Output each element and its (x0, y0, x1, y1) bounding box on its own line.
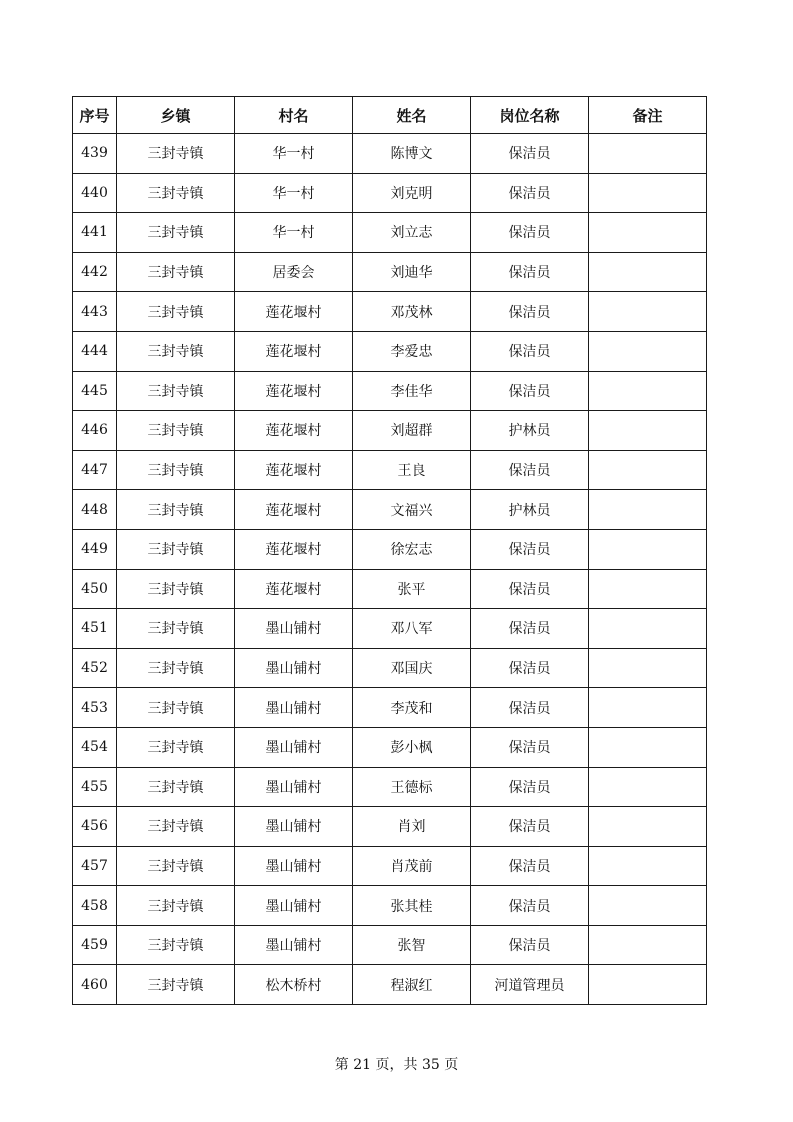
cell-name: 彭小枫 (353, 727, 471, 767)
table-row (73, 134, 707, 174)
cell-village: 墨山铺村 (235, 648, 353, 688)
cell-note (589, 767, 707, 807)
cell-name: 张智 (353, 925, 471, 965)
cell-role: 河道管理员 (471, 965, 589, 1005)
cell-town: 三封寺镇 (117, 490, 235, 530)
table-row (73, 688, 707, 728)
cell-note (589, 252, 707, 292)
cell-town: 三封寺镇 (117, 529, 235, 569)
cell-town: 三封寺镇 (117, 648, 235, 688)
cell-name: 李爱忠 (353, 331, 471, 371)
cell-village: 墨山铺村 (235, 925, 353, 965)
cell-no: 440 (73, 173, 117, 213)
cell-note (589, 846, 707, 886)
cell-name: 邓八军 (353, 609, 471, 649)
cell-village: 墨山铺村 (235, 767, 353, 807)
cell-no: 439 (73, 134, 117, 174)
cell-note (589, 411, 707, 451)
cell-village: 莲花堰村 (235, 490, 353, 530)
cell-note (589, 609, 707, 649)
table-row (73, 569, 707, 609)
cell-note (589, 134, 707, 174)
cell-role: 保洁员 (471, 569, 589, 609)
cell-name: 陈博文 (353, 134, 471, 174)
cell-village: 莲花堰村 (235, 450, 353, 490)
cell-village: 墨山铺村 (235, 688, 353, 728)
table-row (73, 965, 707, 1005)
cell-town: 三封寺镇 (117, 371, 235, 411)
cell-name: 李佳华 (353, 371, 471, 411)
cell-no: 452 (73, 648, 117, 688)
cell-note (589, 292, 707, 332)
cell-note (589, 569, 707, 609)
cell-town: 三封寺镇 (117, 252, 235, 292)
cell-town: 三封寺镇 (117, 134, 235, 174)
cell-name: 邓茂林 (353, 292, 471, 332)
cell-no: 460 (73, 965, 117, 1005)
cell-no: 450 (73, 569, 117, 609)
table-header (73, 97, 707, 134)
cell-town: 三封寺镇 (117, 569, 235, 609)
cell-note (589, 331, 707, 371)
cell-village: 莲花堰村 (235, 371, 353, 411)
cell-role: 保洁员 (471, 846, 589, 886)
table-row (73, 925, 707, 965)
cell-town: 三封寺镇 (117, 846, 235, 886)
cell-no: 458 (73, 886, 117, 926)
table-row (73, 767, 707, 807)
cell-no: 442 (73, 252, 117, 292)
cell-note (589, 371, 707, 411)
cell-town: 三封寺镇 (117, 173, 235, 213)
cell-name: 徐宏志 (353, 529, 471, 569)
cell-role: 护林员 (471, 411, 589, 451)
cell-role: 保洁员 (471, 529, 589, 569)
table-row (73, 292, 707, 332)
cell-no: 459 (73, 925, 117, 965)
table-row (73, 371, 707, 411)
table-row (73, 886, 707, 926)
table-row (73, 411, 707, 451)
cell-no: 453 (73, 688, 117, 728)
cell-no: 447 (73, 450, 117, 490)
cell-role: 保洁员 (471, 331, 589, 371)
cell-name: 王德标 (353, 767, 471, 807)
cell-name: 刘立志 (353, 213, 471, 253)
cell-name: 王良 (353, 450, 471, 490)
cell-no: 454 (73, 727, 117, 767)
cell-role: 保洁员 (471, 450, 589, 490)
cell-village: 墨山铺村 (235, 609, 353, 649)
cell-note (589, 886, 707, 926)
header-no: 序号 (73, 97, 117, 134)
table-row (73, 252, 707, 292)
table-body (73, 134, 707, 1005)
cell-village: 松木桥村 (235, 965, 353, 1005)
cell-note (589, 807, 707, 847)
cell-name: 刘迪华 (353, 252, 471, 292)
cell-role: 保洁员 (471, 688, 589, 728)
cell-name: 刘克明 (353, 173, 471, 213)
header-village: 村名 (235, 97, 353, 134)
cell-role: 保洁员 (471, 767, 589, 807)
table-row (73, 609, 707, 649)
cell-village: 莲花堰村 (235, 331, 353, 371)
cell-name: 肖刘 (353, 807, 471, 847)
header-name: 姓名 (353, 97, 471, 134)
cell-name: 文福兴 (353, 490, 471, 530)
cell-no: 456 (73, 807, 117, 847)
cell-no: 444 (73, 331, 117, 371)
cell-village: 华一村 (235, 213, 353, 253)
cell-no: 451 (73, 609, 117, 649)
cell-note (589, 965, 707, 1005)
cell-village: 墨山铺村 (235, 846, 353, 886)
cell-town: 三封寺镇 (117, 965, 235, 1005)
cell-village: 墨山铺村 (235, 727, 353, 767)
cell-village: 莲花堰村 (235, 569, 353, 609)
cell-town: 三封寺镇 (117, 450, 235, 490)
cell-no: 457 (73, 846, 117, 886)
cell-role: 保洁员 (471, 292, 589, 332)
cell-role: 保洁员 (471, 925, 589, 965)
cell-no: 446 (73, 411, 117, 451)
table-row (73, 648, 707, 688)
cell-village: 居委会 (235, 252, 353, 292)
header-note: 备注 (589, 97, 707, 134)
cell-role: 护林员 (471, 490, 589, 530)
cell-town: 三封寺镇 (117, 609, 235, 649)
cell-no: 445 (73, 371, 117, 411)
header-row (73, 97, 707, 134)
cell-village: 墨山铺村 (235, 886, 353, 926)
cell-no: 443 (73, 292, 117, 332)
roster-table (72, 96, 707, 1005)
cell-role: 保洁员 (471, 173, 589, 213)
cell-role: 保洁员 (471, 807, 589, 847)
cell-role: 保洁员 (471, 252, 589, 292)
cell-town: 三封寺镇 (117, 688, 235, 728)
cell-no: 441 (73, 213, 117, 253)
cell-note (589, 213, 707, 253)
table-row (73, 173, 707, 213)
table-row (73, 450, 707, 490)
cell-village: 华一村 (235, 134, 353, 174)
table-row (73, 490, 707, 530)
cell-name: 张其桂 (353, 886, 471, 926)
cell-note (589, 925, 707, 965)
cell-note (589, 490, 707, 530)
cell-village: 莲花堰村 (235, 411, 353, 451)
cell-name: 李茂和 (353, 688, 471, 728)
cell-note (589, 727, 707, 767)
cell-town: 三封寺镇 (117, 886, 235, 926)
cell-town: 三封寺镇 (117, 727, 235, 767)
cell-note (589, 173, 707, 213)
table-row (73, 213, 707, 253)
cell-role: 保洁员 (471, 213, 589, 253)
table-row (73, 727, 707, 767)
cell-town: 三封寺镇 (117, 925, 235, 965)
cell-no: 449 (73, 529, 117, 569)
page-number-footer: 第 21 页，共 35 页 (334, 1057, 459, 1073)
cell-name: 刘超群 (353, 411, 471, 451)
cell-note (589, 688, 707, 728)
cell-town: 三封寺镇 (117, 213, 235, 253)
cell-town: 三封寺镇 (117, 292, 235, 332)
cell-village: 莲花堰村 (235, 529, 353, 569)
cell-village: 墨山铺村 (235, 807, 353, 847)
cell-town: 三封寺镇 (117, 807, 235, 847)
cell-town: 三封寺镇 (117, 411, 235, 451)
cell-no: 448 (73, 490, 117, 530)
cell-village: 华一村 (235, 173, 353, 213)
cell-town: 三封寺镇 (117, 331, 235, 371)
table-row (73, 807, 707, 847)
cell-town: 三封寺镇 (117, 767, 235, 807)
table-row (73, 529, 707, 569)
table-row (73, 846, 707, 886)
cell-name: 邓国庆 (353, 648, 471, 688)
header-town: 乡镇 (117, 97, 235, 134)
cell-role: 保洁员 (471, 886, 589, 926)
cell-role: 保洁员 (471, 727, 589, 767)
cell-role: 保洁员 (471, 134, 589, 174)
cell-note (589, 529, 707, 569)
cell-village: 莲花堰村 (235, 292, 353, 332)
cell-name: 肖茂前 (353, 846, 471, 886)
cell-role: 保洁员 (471, 609, 589, 649)
cell-no: 455 (73, 767, 117, 807)
cell-note (589, 648, 707, 688)
cell-name: 程淑红 (353, 965, 471, 1005)
cell-name: 张平 (353, 569, 471, 609)
header-role: 岗位名称 (471, 97, 589, 134)
cell-role: 保洁员 (471, 648, 589, 688)
cell-role: 保洁员 (471, 371, 589, 411)
cell-note (589, 450, 707, 490)
table-row (73, 331, 707, 371)
